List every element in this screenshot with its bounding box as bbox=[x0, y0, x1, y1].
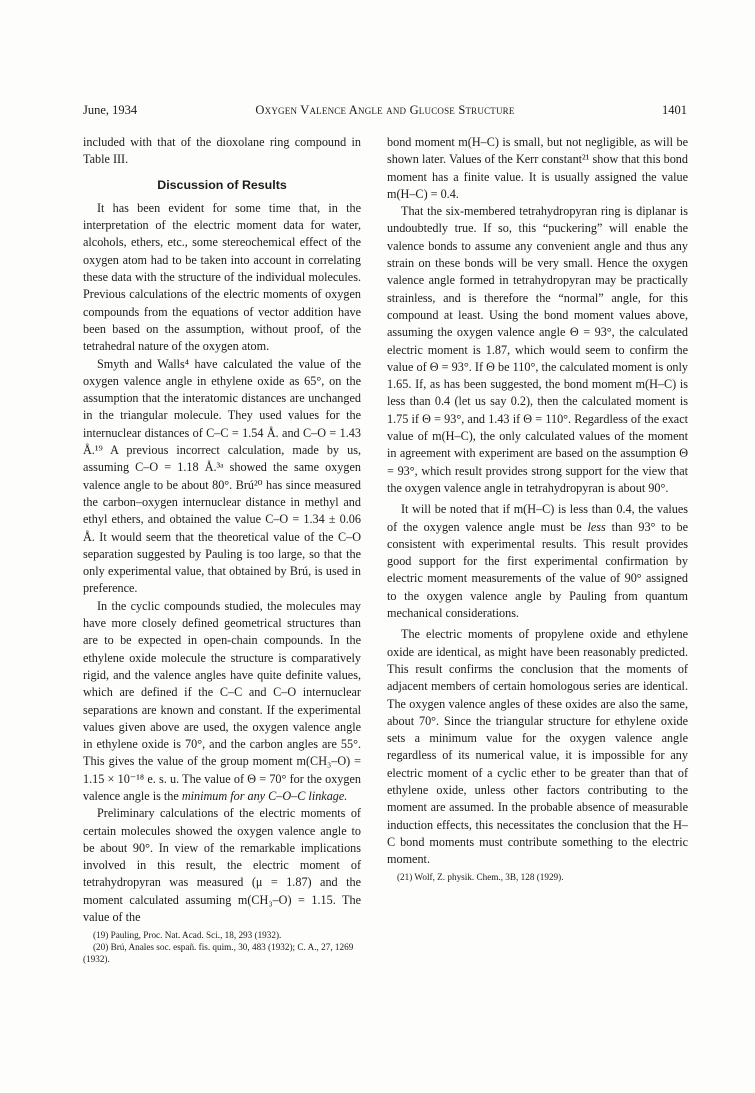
footnote-20: (20) Brú, Anales soc. españ. fis. quim., 30, 483 (1932); C. A., 27, 1269 (1932). bbox=[83, 942, 354, 965]
running-header bbox=[83, 101, 687, 119]
paragraph: The electric moments of propylene oxide and ethylene oxide are identical, as might have been reasonably predicted. This result confirms the conclusion that the moments of adjacent members of certain homologous series are identical. The oxygen valence angles of these oxides are also the same, about 70°. Since the triangular structure for ethylene oxide sets a minimum value for the oxygen valence angle regardless of its numerical value, it is impossible for any electric moment of a cyclic ether to be greater than that of ethylene oxide, unless other factors contributing to the moment are assumed. In the probable absence of measurable induction effects, this necessitates the conclusion that the H–C bond moments must contribute something to the electric moment. bbox=[387, 627, 688, 867]
paragraph-text: It will be noted that if m(H–C) is less than 0.4, the values of the oxygen valence angle must be bbox=[387, 502, 688, 534]
footnote-21: (21) Wolf, Z. physik. Chem., 3B, 128 (1929). bbox=[397, 872, 564, 883]
left-column bbox=[83, 134, 361, 965]
header-date: June, 1934 bbox=[83, 103, 138, 117]
footnotes bbox=[83, 929, 361, 965]
paragraph: Preliminary calculations of the electric moments of certain molecules showed the oxygen valence angle to be about 90°. In view of the remarkable implications involved in this result, the electric moment of tetrahydropyran was measured (μ = 1.87) and the moment calculated assuming m(CH₃–O) = 1.15. The value of the bbox=[83, 806, 361, 925]
paragraph: Smyth and Walls⁴ have calculated the value of the oxygen valence angle in ethylene oxide as 65°, on the assumption that the interatomic distances are unchanged in the triangular molecule. They used values for the internuclear distances of C–C = 1.54 Å. and C–O = 1.43 Å.¹⁹ A previous incorrect calculation, made by us, assuming C–O = 1.18 Å.³ᵃ showed the same oxygen valence angle to be about 80°. Brú²⁰ has since measured the carbon–oxygen internuclear distance in methyl and ethyl ethers, and obtained the value C–O = 1.34 ± 0.06 Å. It would seem that the theoretical value of the C–O separation suggested by Pauling is too large, so that the only experimental value, that obtained by Brú, is used in preference. bbox=[83, 356, 361, 596]
emphasis-text: less bbox=[587, 519, 606, 534]
paragraph bbox=[387, 501, 688, 622]
paragraph: included with that of the dioxolane ring compound in Table III. bbox=[83, 135, 361, 167]
paragraph: That the six-membered tetrahydropyran ring is diplanar is undoubtedly true. If so, this “puckering” will enable the valence bonds to assume any convenient angle and thus any strain on these bonds will be very small. Hence the oxygen valence angle formed in tetrahydropyran may be practically strainless, and is therefore the “normal” angle, for this compound at least. Using the bond moment values above, assuming the oxygen valence angle Θ = 93°, the calculated electric moment is 1.87, which would seem to confirm the value of Θ = 93°. If Θ be 110°, the calculated moment is only 1.65. If, as has been suggested, the bond moment m(H–C) is less than 0.4 (let us say 0.2), then the calculated moment is 1.75 if Θ = 93°, and 1.43 if Θ = 110°. Regardless of the exact value of m(H–C), the only calculated values of the moment in agreement with experiment are based on the assumption Θ = 93°, which result provides strong support for the view that the oxygen valence angle in tetrahydropyran is about 90°. bbox=[387, 204, 688, 495]
footnotes bbox=[387, 871, 688, 883]
paragraph-text: In the cyclic compounds studied, the molecules may have more closely defined geometrical structures than are to be expected in open-chain compounds. In the ethylene oxide molecule the structure is comparatively rigid, and the valence angles have quite definite values, which are defined if the C–C and C–O internuclear separations are known and constant. If the experimental values given above are used, the oxygen valence angle in ethylene oxide is 70°, and the carbon angles are 55°. This gives the value of the group moment m(CH₃–O) = 1.15 × 10⁻¹⁸ e. s. u. The value of Θ = 70° for the oxygen valence angle is the bbox=[83, 598, 361, 803]
emphasis-text: minimum for any C–O–C linkage. bbox=[181, 788, 348, 803]
right-column bbox=[387, 134, 688, 883]
paragraph: It has been evident for some time that, in the interpretation of the electric moment data for water, alcohols, ethers, etc., some stereochemical effect of the oxygen atom had to be taken into account in correlating these data with the structure of the individual molecules. Previous calculations of the electric moments of oxygen compounds from the equations of vector addition have been based on the assumption, without proof, of the tetrahedral nature of the oxygen atom. bbox=[83, 200, 361, 354]
paragraph bbox=[83, 598, 361, 806]
footnote-19: (19) Pauling, Proc. Nat. Acad. Sci., 18, 293 (1932). bbox=[93, 930, 282, 941]
paragraph: bond moment m(H–C) is small, but not negligible, as will be shown later. Values of the Kerr constant²¹ show that this bond moment has a finite value. It is usually assigned the value m(H–C) = 0.4. bbox=[387, 135, 688, 201]
header-running-title: Oxygen Valence Angle and Glucose Structure bbox=[255, 103, 515, 117]
section-heading: Discussion of Results bbox=[157, 177, 287, 192]
paragraph-text: than 93° to be consistent with experimental results. This result provides good support for the first experimental confirmation by electric moment measurements of the value of 90° assigned to the oxygen valence angle by Pauling from quantum mechanical considerations. bbox=[387, 519, 689, 621]
header-page-number: 1401 bbox=[662, 103, 687, 117]
